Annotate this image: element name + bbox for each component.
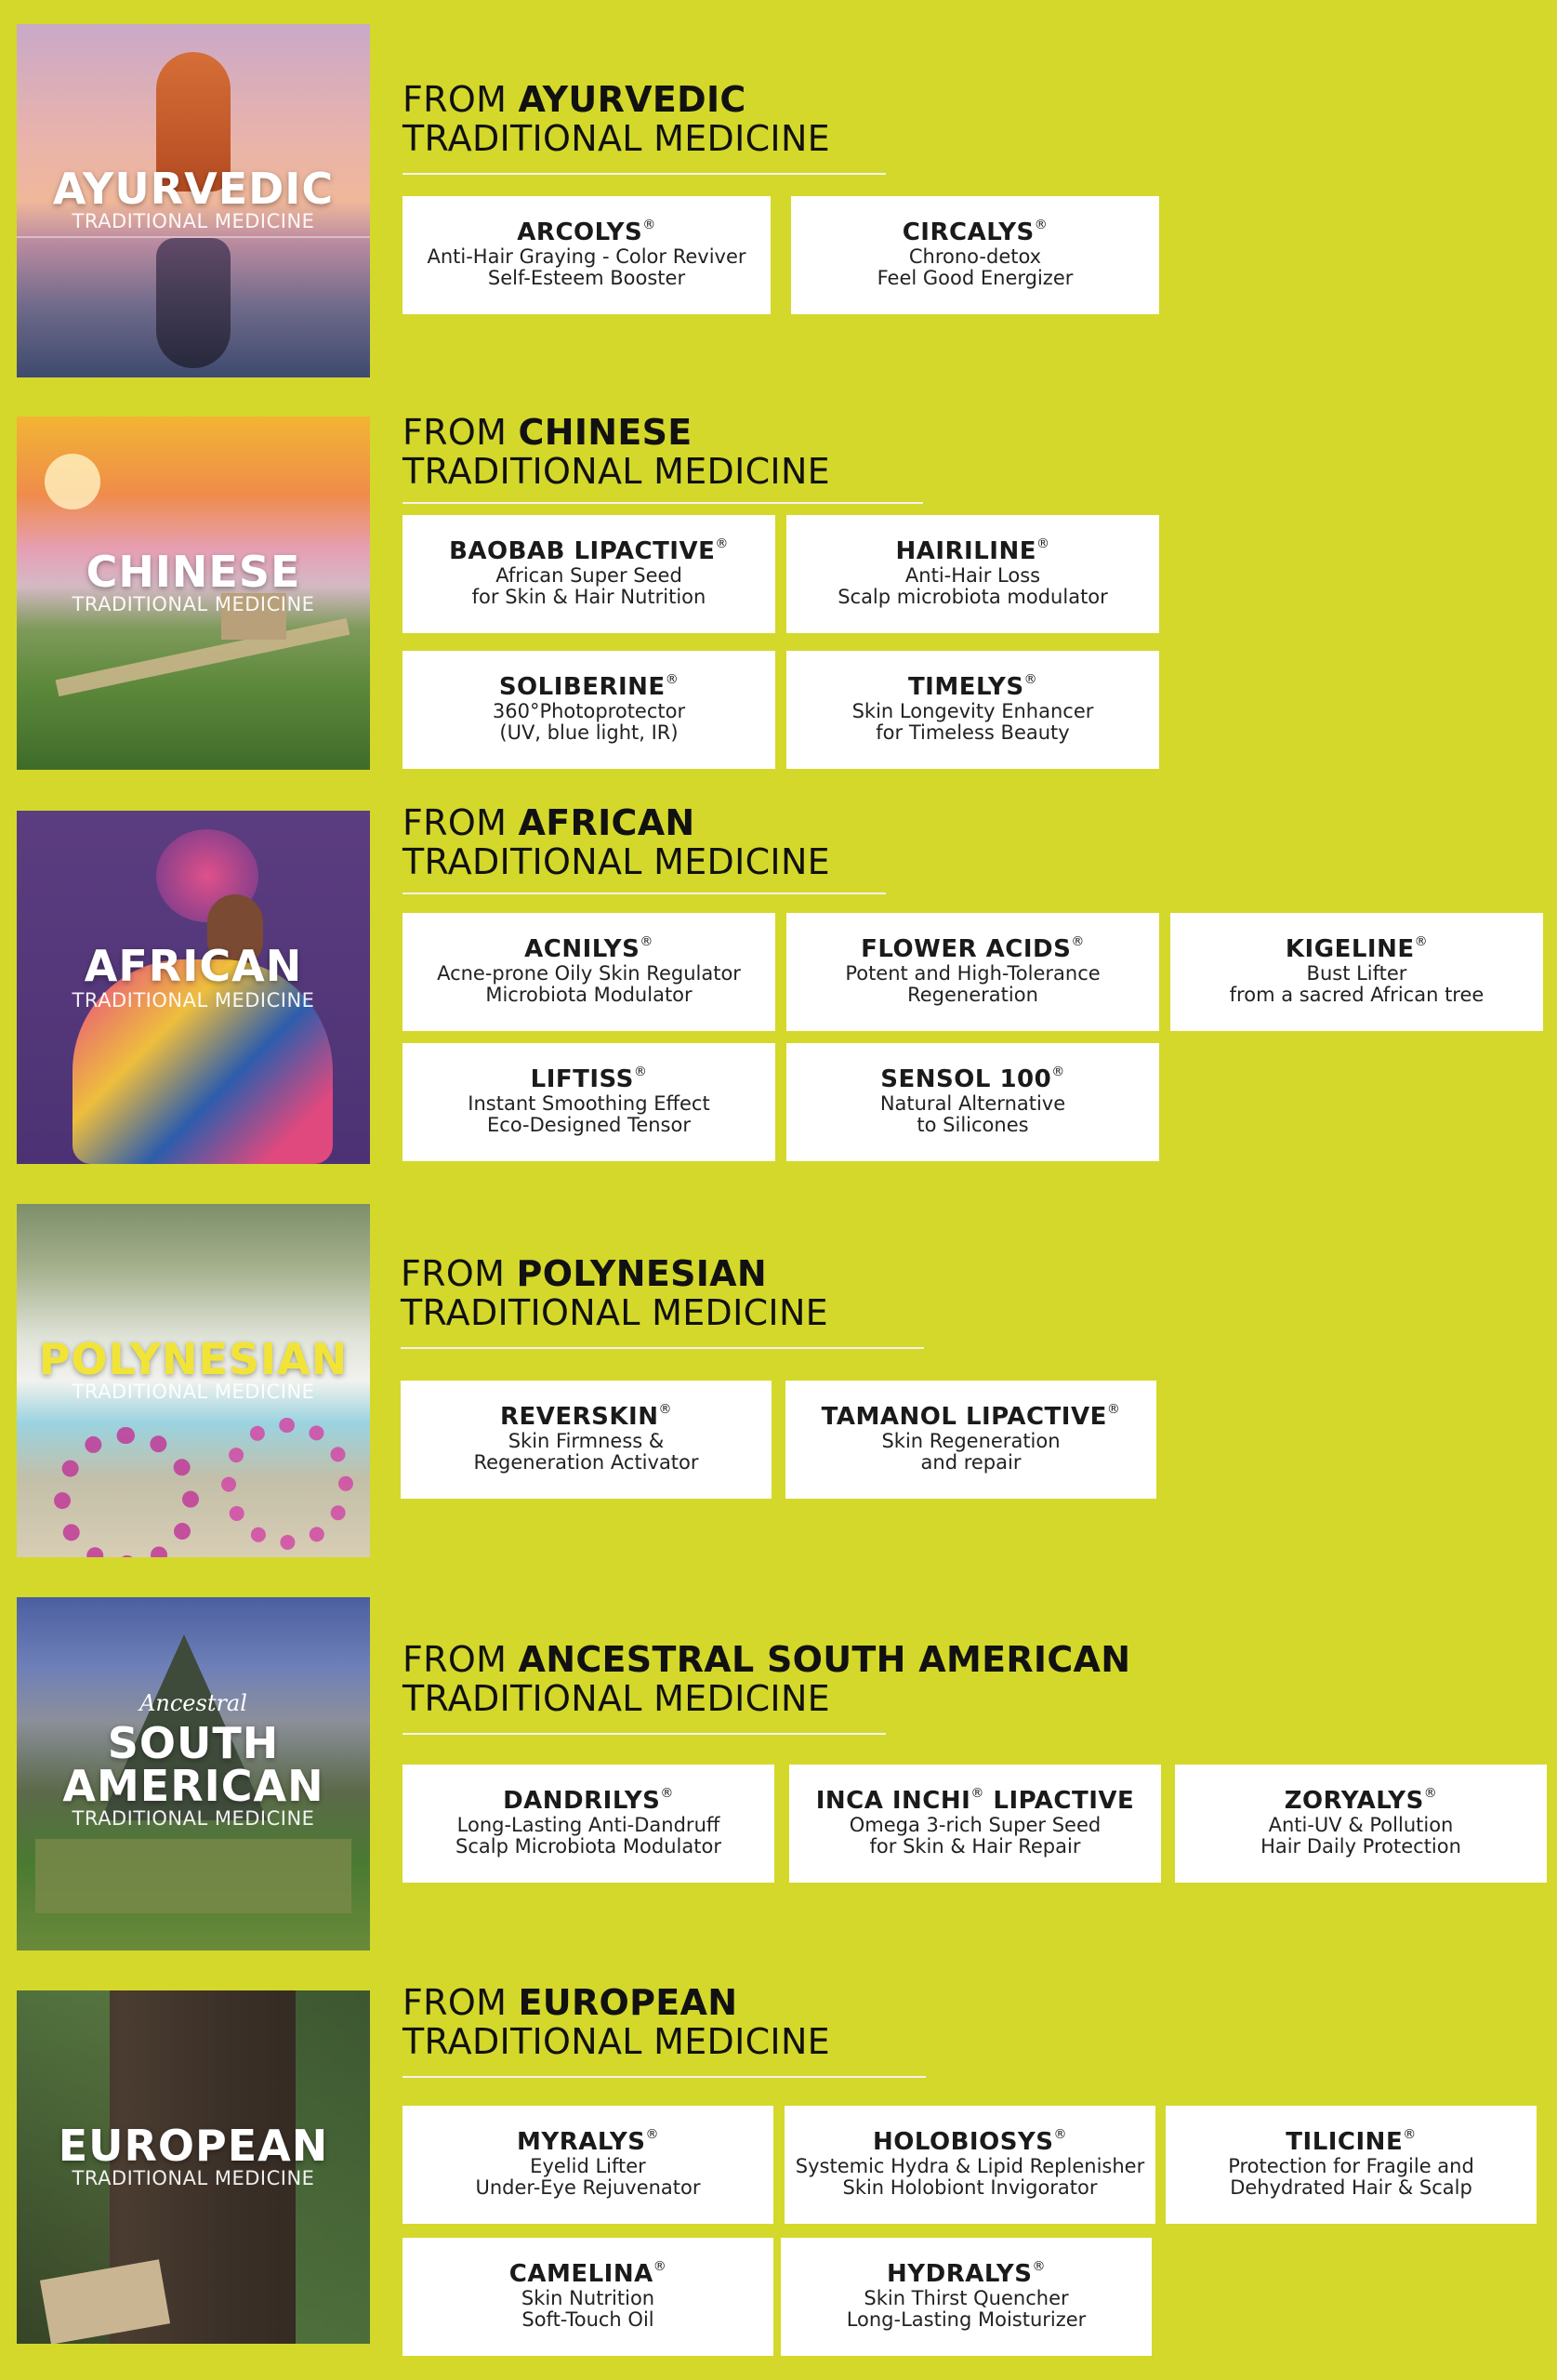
product-card[interactable] [786,1043,1159,1161]
product-description: Instant Smoothing Effect Eco-Designed Tensor [468,1092,710,1136]
section-heading: FROM ANCESTRAL SOUTH AMERICAN TRADITIONAL MEDICINE [402,1639,1131,1719]
product-description: Natural Alternative to Silicones [879,1092,1066,1136]
divider [402,173,886,175]
product-title: SENSOL 100® [880,1064,1065,1093]
product-description: Acne-prone Oily Skin Regulator Microbiota Modulator [437,962,741,1006]
thumb-subtitle: TRADITIONAL MEDICINE [72,210,315,232]
product-card[interactable] [786,651,1159,769]
product-description: Anti-Hair Loss Scalp microbiota modulator [838,564,1108,608]
product-title: CIRCALYS® [902,218,1049,246]
product-description: Skin Firmness & Regeneration Activator [473,1430,699,1474]
product-card[interactable] [402,1043,775,1161]
product-title: CAMELINA® [508,2259,667,2288]
product-title: TAMANOL LIPACTIVE® [821,1402,1121,1431]
product-title: ARCOLYS® [517,218,656,246]
product-card[interactable] [402,515,775,633]
south-american-image [17,1597,370,1950]
thumb-title: POLYNESIAN [38,1334,349,1384]
section-heading: FROM AFRICAN TRADITIONAL MEDICINE [402,802,830,882]
product-card[interactable] [1166,2106,1537,2224]
product-title: FLOWER ACIDS® [861,934,1085,963]
thumb-subtitle: TRADITIONAL MEDICINE [72,593,315,615]
product-card[interactable] [786,515,1159,633]
thumb-title: SOUTH [107,1718,280,1768]
product-title: DANDRILYS® [503,1786,674,1815]
divider [401,1347,924,1349]
product-description: Eyelid Lifter Under-Eye Rejuvenator [475,2155,701,2199]
product-card[interactable] [402,1765,774,1883]
product-card[interactable] [402,913,775,1031]
thumb-title: CHINESE [86,547,301,597]
product-title: REVERSKIN® [500,1402,672,1431]
product-description: Skin Longevity Enhancer for Timeless Beauty [851,700,1094,744]
polynesian-image [17,1204,370,1557]
product-description: 360°Photoprotector (UV, blue light, IR) [492,700,686,744]
section-heading: FROM AYURVEDIC TRADITIONAL MEDICINE [402,79,830,159]
product-title: INCA INCHI® LIPACTIVE [815,1786,1135,1815]
thumb-title: AYURVEDIC [52,164,335,214]
thumb-title: AFRICAN [84,941,303,991]
thumb-subtitle: TRADITIONAL MEDICINE [72,1381,315,1403]
european-image [17,1990,370,2344]
thumb-title: EUROPEAN [58,2121,329,2171]
product-card[interactable] [402,2238,773,2356]
product-description: Bust Lifter from a sacred African tree [1229,962,1484,1006]
product-description: Skin Thirst Quencher Long-Lasting Moisturizer [846,2287,1087,2331]
product-description: Skin Nutrition Soft-Touch Oil [521,2287,655,2331]
thumb-subtitle: TRADITIONAL MEDICINE [72,1807,315,1830]
thumb-title-line2: AMERICAN [62,1761,324,1811]
product-description: Protection for Fragile and Dehydrated Hair & Scalp [1228,2155,1474,2199]
product-title: HYDRALYS® [887,2259,1046,2288]
chinese-image [17,416,370,770]
product-description: Systemic Hydra & Lipid Replenisher Skin Holobiont Invigorator [795,2155,1145,2199]
product-title: LIFTISS® [530,1064,648,1093]
product-description: African Super Seed for Skin & Hair Nutrition [471,564,706,608]
product-description: Omega 3-rich Super Seed for Skin & Hair Repair [849,1814,1102,1858]
product-title: TIMELYS® [907,672,1038,701]
ayurvedic-image [17,24,370,377]
section-heading: FROM EUROPEAN TRADITIONAL MEDICINE [402,1982,830,2062]
product-card[interactable] [786,913,1159,1031]
product-description: Long-Lasting Anti-Dandruff Scalp Microbiota Modulator [455,1814,721,1858]
product-title: ZORYALYS® [1284,1786,1438,1815]
divider [402,2076,926,2078]
divider [402,502,923,504]
thumb-subtitle: TRADITIONAL MEDICINE [72,989,315,1012]
product-card[interactable] [402,196,771,314]
product-card[interactable] [401,1381,772,1499]
product-card[interactable] [402,2106,773,2224]
african-image [17,811,370,1164]
divider [402,1733,886,1735]
product-card[interactable] [785,2106,1155,2224]
product-description: Anti-UV & Pollution Hair Daily Protection [1260,1814,1461,1858]
product-title: TILICINE® [1286,2127,1417,2156]
product-card[interactable] [781,2238,1152,2356]
product-card[interactable] [789,1765,1161,1883]
product-card[interactable] [1170,913,1543,1031]
product-card[interactable] [1175,1765,1547,1883]
divider [402,892,886,894]
product-title: BAOBAB LIPACTIVE® [449,536,729,565]
section-heading: FROM CHINESE TRADITIONAL MEDICINE [402,412,830,492]
product-description: Anti-Hair Graying - Color Reviver Self-Esteem Booster [427,245,746,289]
thumb-pretitle: Ancestral [139,1690,247,1716]
product-title: HOLOBIOSYS® [873,2127,1067,2156]
product-title: SOLIBERINE® [498,672,680,701]
product-card[interactable] [785,1381,1156,1499]
product-title: MYRALYS® [517,2127,659,2156]
product-description: Potent and High-Tolerance Regeneration [845,962,1101,1006]
product-title: ACNILYS® [524,934,653,963]
thumb-subtitle: TRADITIONAL MEDICINE [72,2167,315,2189]
product-description: Skin Regeneration and repair [881,1430,1061,1474]
section-heading: FROM POLYNESIAN TRADITIONAL MEDICINE [401,1253,828,1333]
product-title: HAIRILINE® [895,536,1050,565]
product-card[interactable] [791,196,1159,314]
product-description: Chrono-detox Feel Good Energizer [877,245,1074,289]
product-title: KIGELINE® [1285,934,1429,963]
product-card[interactable] [402,651,775,769]
